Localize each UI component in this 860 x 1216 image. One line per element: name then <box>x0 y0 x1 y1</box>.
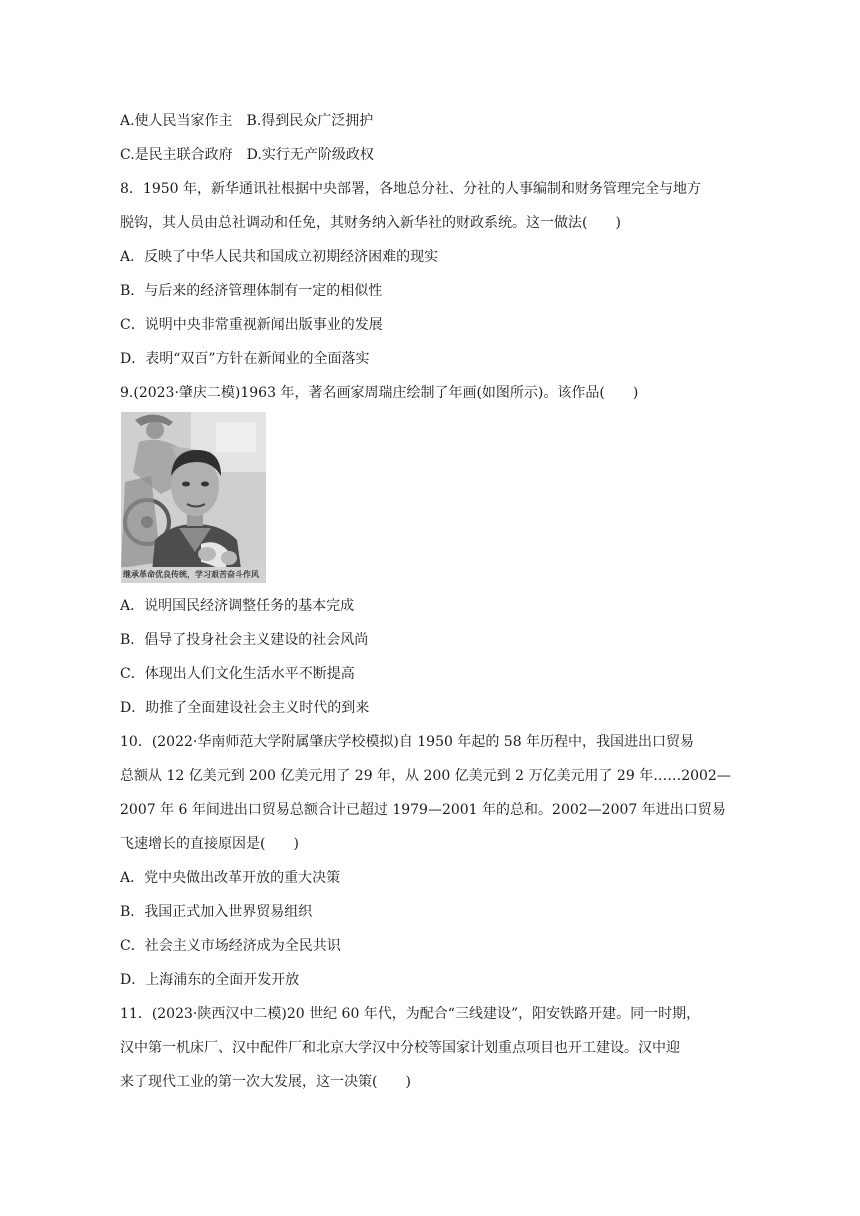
q10-stem-line-4: 飞速增长的直接原因是( ) <box>120 836 299 852</box>
new-year-painting-image <box>121 412 266 583</box>
q7-options-ab: A.使人民当家作主 B.得到民众广泛拥护 <box>120 113 374 129</box>
q10-option-d: D．上海浦东的全面开发开放 <box>120 972 300 988</box>
q8-option-c: C．说明中央非常重视新闻出版事业的发展 <box>120 317 383 333</box>
q10-option-a: A．党中央做出改革开放的重大决策 <box>120 870 341 886</box>
q10-stem-line-3: 2007 年 6 年间进出口贸易总额合计已超过 1979—2001 年的总和。2002—2007 年进出口贸易 <box>120 802 726 818</box>
q9-option-a: A．说明国民经济调整任务的基本完成 <box>120 598 355 614</box>
q8-option-b: B．与后来的经济管理体制有一定的相似性 <box>120 283 383 299</box>
q11-stem-line-1: 11．(2023·陕西汉中二模)20 世纪 60 年代，为配合“三线建设”，阳安铁路开建。同一时期， <box>120 1006 701 1022</box>
q8-option-d: D．表明“双百”方针在新闻业的全面落实 <box>120 351 370 367</box>
q11-stem-line-3: 来了现代工业的第一次大发展，这一决策( ) <box>120 1074 411 1090</box>
q10-option-b: B．我国正式加入世界贸易组织 <box>120 904 313 920</box>
q8-stem-line-2: 脱钩，其人员由总社调动和任免，其财务纳入新华社的财政系统。这一做法( ) <box>120 215 621 231</box>
q9-stem: 9.(2023·肇庆二模)1963 年，著名画家周瑞庄绘制了年画(如图所示)。该作品( ) <box>120 385 639 401</box>
q11-stem-line-2: 汉中第一机床厂、汉中配件厂和北京大学汉中分校等国家计划重点项目也开工建设。汉中迎 <box>120 1040 680 1056</box>
q10-stem-line-2: 总额从 12 亿美元到 200 亿美元用了 29 年，从 200 亿美元到 2 万亿美元用了 29 年……2002— <box>120 768 731 784</box>
painting-caption: 继承革命优良传统，学习艰苦奋斗作风 <box>123 570 259 579</box>
q9-option-c: C．体现出人们文化生活水平不断提高 <box>120 666 355 682</box>
painting-illustration <box>121 412 266 583</box>
q9-option-d: D．助推了全面建设社会主义时代的到来 <box>120 700 370 716</box>
q8-stem-line-1: 8．1950 年，新华通讯社根据中央部署，各地总分社、分社的人事编制和财务管理完全与地方 <box>120 181 701 197</box>
q9-option-b: B．倡导了投身社会主义建设的社会风尚 <box>120 632 369 648</box>
q8-option-a: A．反映了中华人民共和国成立初期经济困难的现实 <box>120 249 439 265</box>
q10-option-c: C．社会主义市场经济成为全民共识 <box>120 938 341 954</box>
q10-stem-line-1: 10．(2022·华南师范大学附属肇庆学校模拟)自 1950 年起的 58 年历程中，我国进出口贸易 <box>120 734 695 750</box>
q7-options-cd: C.是民主联合政府 D.实行无产阶级政权 <box>120 147 374 163</box>
